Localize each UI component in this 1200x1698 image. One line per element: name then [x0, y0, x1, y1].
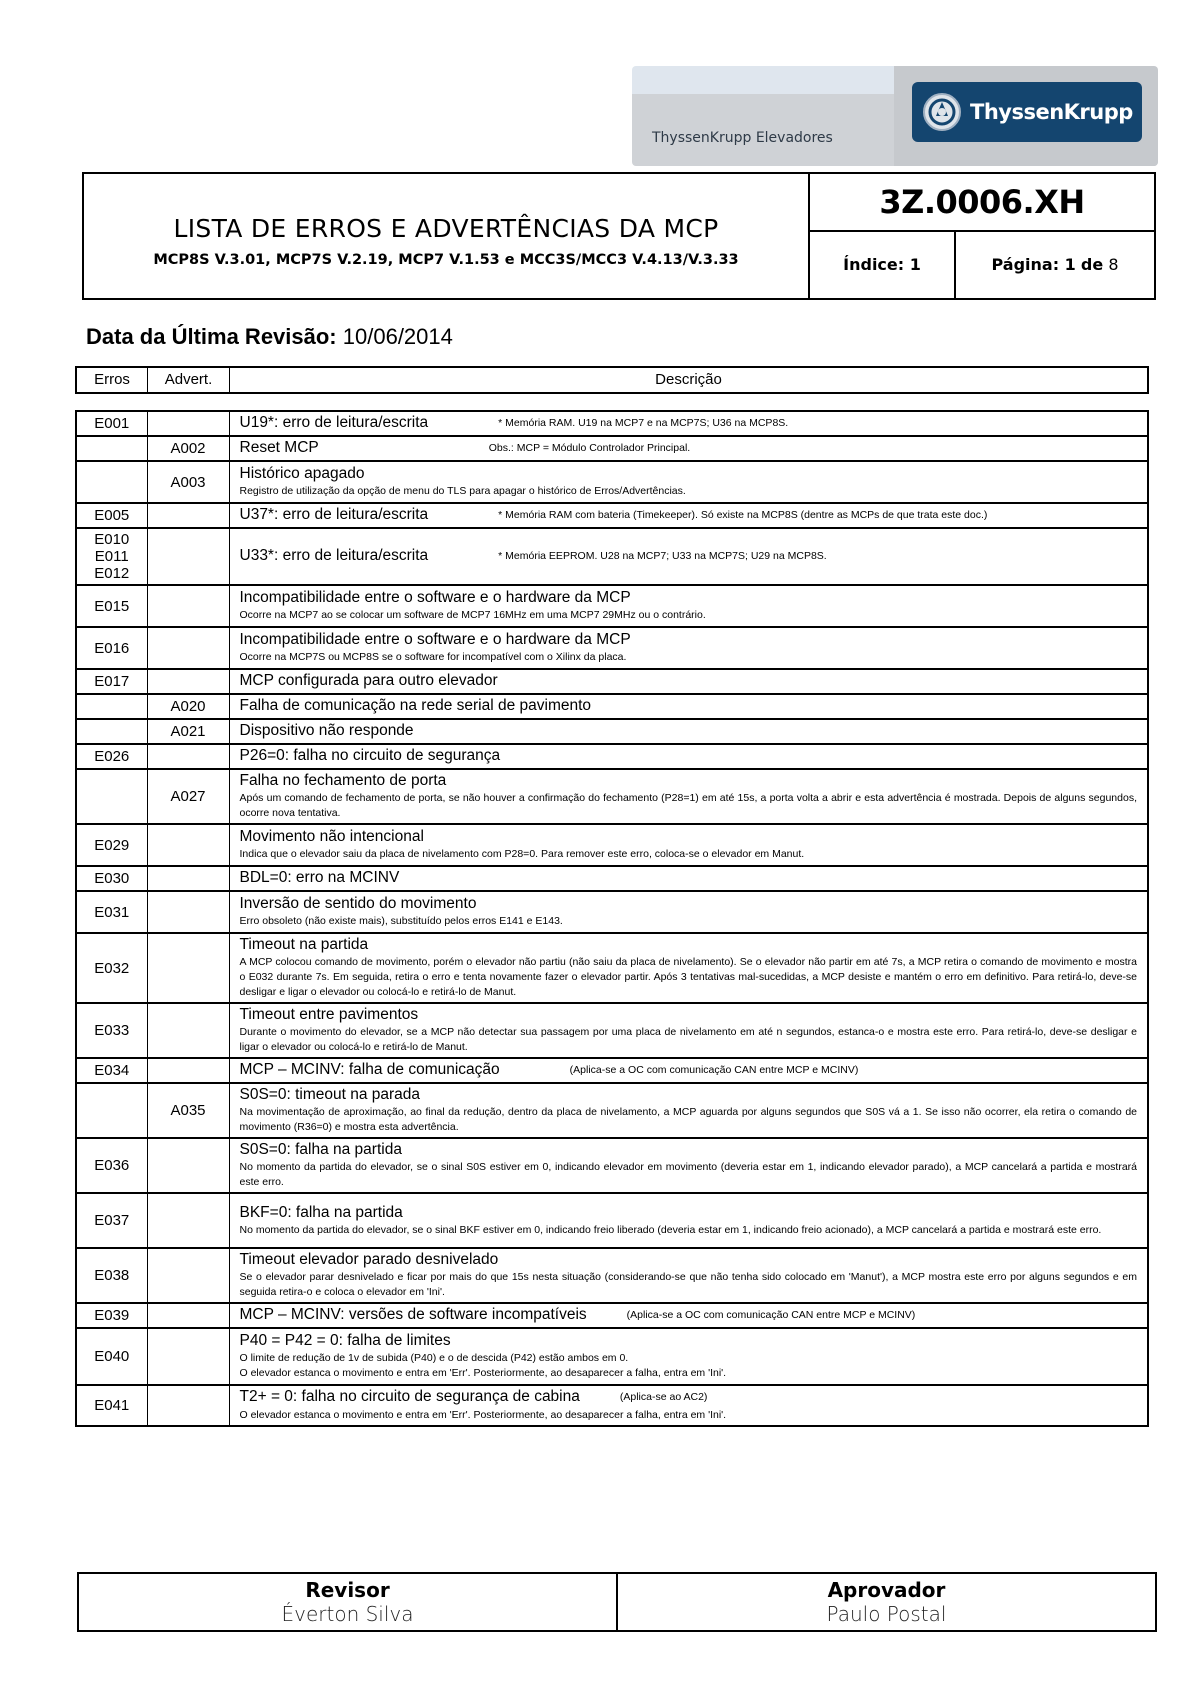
description-cell [229, 461, 1148, 503]
description-cell [229, 719, 1148, 744]
warning-code [147, 744, 229, 769]
description-title [240, 1140, 1138, 1160]
reviewer-cell [79, 1574, 618, 1630]
table-row [76, 1193, 1148, 1248]
description-main-text: MCP – MCINV: falha de comunicação [239, 1061, 500, 1079]
error-code: E033 [76, 1003, 147, 1058]
description-title [240, 1387, 1138, 1407]
inline-note: * Memória RAM com bateria (Timekeeper). Só existe na MCP8S (dentre as MCPs de que trata este doc.) [498, 509, 988, 522]
description-main-text: Falha de comunicação na rede serial de pavimento [239, 697, 592, 715]
document-title: LISTA DE ERROS E ADVERTÊNCIAS DA MCP [173, 214, 719, 243]
warning-code [147, 1138, 229, 1193]
description-cell [229, 1058, 1148, 1083]
description-main-text: T2+ = 0: falha no circuito de segurança de cabina [239, 1388, 580, 1406]
description-note: A MCP colocou comando de movimento, porém o elevador não partiu (não saiu da placa de nivelamento). Se o elevador não partir em até 7s, a MCP retira o comando de movimento e mostra o E032 durante 7s. Em seguida, retira o erro e tenta novamente fazer o elevador partir. Após 3 tentativas mal-sucedidas, a MCP desiste e mantém o erro em definitivo. Para retirá-lo, deve-se desligar e ligar o elevador ou colocá-lo e retirá-lo de Manut. [239, 956, 1137, 999]
inline-note: * Memória EEPROM. U28 na MCP7; U33 na MCP7S; U29 na MCP8S. [498, 550, 827, 563]
table-row [76, 824, 1148, 866]
banner-highlight [632, 66, 900, 94]
company-logo [912, 82, 1142, 142]
table-row [76, 1328, 1148, 1385]
warning-code: A020 [147, 694, 229, 719]
description-cell [229, 1303, 1148, 1328]
description-title [240, 438, 1138, 458]
description-cell [229, 669, 1148, 694]
description-cell [229, 1193, 1148, 1248]
description-cell [229, 1138, 1148, 1193]
description-main-text: S0S=0: timeout na parada [239, 1086, 421, 1104]
description-title [240, 505, 1138, 525]
description-cell [229, 891, 1148, 933]
description-title [240, 413, 1138, 433]
table-row [76, 503, 1148, 528]
table-row [76, 1303, 1148, 1328]
table-row [76, 528, 1148, 585]
error-code: E015 [76, 585, 147, 627]
table-row [76, 719, 1148, 744]
description-note: Indica que o elevador saiu da placa de nivelamento com P28=0. Para remover este erro, coloca-se o elevador em Manut. [239, 848, 805, 861]
header-warnings: Advert. [148, 368, 230, 392]
description-cell [229, 769, 1148, 824]
error-code: E034 [76, 1058, 147, 1083]
page-of: de [1080, 255, 1104, 274]
error-code: E032 [76, 933, 147, 1003]
error-code: E037 [76, 1193, 147, 1248]
title-cell [84, 174, 810, 298]
description-cell [229, 824, 1148, 866]
description-main-text: MCP – MCINV: versões de software incompatíveis [239, 1306, 587, 1324]
table-row [76, 769, 1148, 824]
error-code [76, 1083, 147, 1138]
warning-code [147, 528, 229, 585]
brand-name: ThyssenKrupp [970, 100, 1133, 124]
table-row [76, 933, 1148, 1003]
description-main-text: U33*: erro de leitura/escrita [239, 547, 429, 565]
approver-label: Aprovador [827, 1578, 946, 1602]
approver-cell [618, 1574, 1155, 1630]
warning-code [147, 824, 229, 866]
warning-code [147, 585, 229, 627]
table-row [76, 461, 1148, 503]
error-code: E036 [76, 1138, 147, 1193]
description-title [240, 721, 1138, 741]
table-row [76, 744, 1148, 769]
description-title [240, 1331, 1138, 1351]
description-cell [229, 933, 1148, 1003]
description-title [240, 671, 1138, 691]
description-title [240, 746, 1138, 766]
description-cell [229, 528, 1148, 585]
description-cell [229, 1385, 1148, 1425]
description-main-text: Histórico apagado [239, 465, 365, 483]
description-main-text: Timeout entre pavimentos [239, 1006, 419, 1024]
revision-date-line [86, 324, 453, 350]
description-cell [229, 585, 1148, 627]
warning-code [147, 1058, 229, 1083]
table-row [76, 411, 1148, 436]
table-row [76, 627, 1148, 669]
warning-code [147, 933, 229, 1003]
description-title [240, 1250, 1138, 1270]
description-title [240, 1203, 1138, 1223]
warning-code [147, 866, 229, 891]
description-cell [229, 627, 1148, 669]
error-code: E026 [76, 744, 147, 769]
table-row [76, 436, 1148, 461]
description-cell [229, 694, 1148, 719]
description-main-text: Inversão de sentido do movimento [239, 895, 477, 913]
table-row [76, 585, 1148, 627]
approver-name: Paulo Postal [826, 1602, 947, 1626]
warning-code: A003 [147, 461, 229, 503]
description-note: No momento da partida do elevador, se o sinal BKF estiver em 0, indicando freio liberado (deveria estar em 1, indicando freio acionado), a MCP cancelará a partida e mostrará este erro. [239, 1223, 1102, 1236]
warning-code [147, 627, 229, 669]
error-code [76, 719, 147, 744]
errors-table [75, 410, 1149, 1427]
description-main-text: BKF=0: falha na partida [239, 1203, 403, 1221]
reviewer-label: Revisor [305, 1578, 390, 1602]
description-note: No momento da partida do elevador, se o sinal S0S estiver em 0, indicando elevador em movimento (deveria estar em 1, indicando elevador parado), a MCP cancelará a partida e mostrará este erro. [239, 1161, 1137, 1189]
description-cell [229, 1248, 1148, 1303]
description-main-text: U19*: erro de leitura/escrita [239, 414, 429, 432]
description-main-text: MCP configurada para outro elevador [239, 672, 498, 690]
revision-label: Data da Última Revisão: [86, 324, 337, 349]
header-errors: Erros [77, 368, 148, 392]
description-cell [229, 1328, 1148, 1385]
inline-note: (Aplica-se a OC com comunicação CAN entre MCP e MCINV) [626, 1309, 916, 1322]
description-title [240, 1085, 1138, 1105]
description-note: Ocorre na MCP7 ao se colocar um software de MCP7 16MHz em uma MCP7 29MHz ou o contrário. [239, 609, 706, 622]
warning-code [147, 1248, 229, 1303]
error-code: E029 [76, 824, 147, 866]
description-title [240, 868, 1138, 888]
error-code: E005 [76, 503, 147, 528]
description-note: O elevador estanca o movimento e entra em 'Err'. Posteriormente, ao desaparecer a falha, entra em 'Ini'. [239, 1408, 727, 1421]
warning-code [147, 503, 229, 528]
page-label: Página: 1 [991, 255, 1076, 274]
document-index: Índice: 1 [810, 232, 956, 298]
warning-code [147, 1328, 229, 1385]
page-indicator [956, 232, 1154, 298]
description-note: O limite de redução de 1v de subida (P40) e o de descida (P42) estão ambos em 0. O elevador estanca o movimento e entra em 'Err'. Posteriormente, ao desaparecer a falha, entra em 'Ini'. [239, 1352, 727, 1380]
description-cell [229, 436, 1148, 461]
table-header [75, 366, 1149, 394]
description-cell [229, 744, 1148, 769]
table-row [76, 694, 1148, 719]
table-row [76, 1058, 1148, 1083]
inline-note: * Memória RAM. U19 na MCP7 e na MCP7S; U36 na MCP8S. [498, 417, 789, 429]
description-main-text: Timeout na partida [239, 936, 369, 954]
thyssenkrupp-emblem-icon [922, 92, 962, 132]
error-code: E010 E011 E012 [76, 528, 147, 585]
description-cell [229, 1083, 1148, 1138]
page-total: 8 [1108, 255, 1119, 274]
description-cell [229, 411, 1148, 436]
description-note: Após um comando de fechamento de porta, se não houver a confirmação do fechamento (P28=1) em até 15s, a porta volta a abrir e esta advertência é mostrada. Depois de alguns segundos, ocorre nova tentativa. [239, 792, 1137, 820]
description-note: Registro de utilização da opção de menu do TLS para apagar o histórico de Erros/Advertências. [239, 485, 686, 498]
warning-code [147, 1003, 229, 1058]
description-cell [229, 503, 1148, 528]
description-main-text: P26=0: falha no circuito de segurança [239, 747, 501, 765]
description-note: Ocorre na MCP7S ou MCP8S se o software for incompatível com o Xilinx da placa. [239, 651, 627, 664]
description-title [240, 630, 1138, 650]
description-title [240, 827, 1138, 847]
description-title [240, 696, 1138, 716]
description-note: Erro obsoleto (não existe mais), substituído pelos erros E141 e E143. [239, 915, 563, 928]
description-main-text: Reset MCP [239, 439, 319, 457]
description-title [240, 546, 1138, 566]
error-code [76, 461, 147, 503]
document-subtitle: MCP8S V.3.01, MCP7S V.2.19, MCP7 V.1.53 e MCC3S/MCC3 V.4.13/V.3.33 [153, 252, 739, 268]
description-note: Se o elevador parar desnivelado e ficar por mais do que 15s nesta situação (considerando-se que não tenha sido colocado em 'Manut'), a MCP mostra este erro por alguns segundos e em seguida retira-o e coloca o elevador em 'Ini'. [239, 1271, 1137, 1299]
table-row [76, 891, 1148, 933]
warning-code: A027 [147, 769, 229, 824]
table-row [76, 1083, 1148, 1138]
description-note: Durante o movimento do elevador, se a MCP não detectar sua passagem por uma placa de nivelamento em até n segundos, estanca-o e mostra este erro. Para retirá-lo, deve-se desligar e ligar o elevador ou colocá-lo e retirá-lo de Manut. [239, 1026, 1137, 1054]
table-row [76, 1003, 1148, 1058]
header-description: Descrição [655, 371, 722, 388]
description-main-text: BDL=0: erro na MCINV [239, 869, 400, 887]
reviewer-name: Éverton Silva [281, 1602, 414, 1626]
description-cell [229, 1003, 1148, 1058]
description-main-text: Falha no fechamento de porta [239, 772, 447, 790]
description-title [240, 1005, 1138, 1025]
error-code: E017 [76, 669, 147, 694]
document-title-block [82, 172, 1156, 300]
description-main-text: Incompatibilidade entre o software e o hardware da MCP [239, 631, 631, 649]
description-cell [229, 866, 1148, 891]
brand-banner [632, 66, 1158, 166]
error-code [76, 694, 147, 719]
description-title [240, 894, 1138, 914]
error-code: E030 [76, 866, 147, 891]
warning-code: A035 [147, 1083, 229, 1138]
warning-code [147, 891, 229, 933]
error-code [76, 436, 147, 461]
inline-note: (Aplica-se ao AC2) [619, 1391, 708, 1404]
description-main-text: Movimento não intencional [239, 828, 424, 846]
inline-note: Obs.: MCP = Módulo Controlador Principal. [488, 442, 691, 455]
signature-block [77, 1572, 1157, 1632]
description-title [240, 771, 1138, 791]
error-code: E001 [76, 411, 147, 436]
document-code: 3Z.0006.XH [810, 174, 1154, 232]
warning-code [147, 1303, 229, 1328]
error-code: E041 [76, 1385, 147, 1425]
description-main-text: Incompatibilidade entre o software e o hardware da MCP [239, 589, 631, 607]
description-note: Na movimentação de aproximação, ao final da redução, dentro da placa de nivelamento, a MCP aguarda por alguns segundos que S0S vá a 1. Se isso não ocorrer, ela retira o comando de movimento (R36=0) e mostra esta advertência. [239, 1106, 1137, 1134]
table-row [76, 1385, 1148, 1425]
table-row [76, 866, 1148, 891]
error-code: E040 [76, 1328, 147, 1385]
description-title [240, 464, 1138, 484]
table-row [76, 1138, 1148, 1193]
warning-code [147, 669, 229, 694]
warning-code [147, 1193, 229, 1248]
brand-subtitle: ThyssenKrupp Elevadores [652, 130, 833, 146]
error-code: E016 [76, 627, 147, 669]
description-title [240, 935, 1138, 955]
error-code: E038 [76, 1248, 147, 1303]
description-title [240, 1305, 1138, 1325]
description-main-text: Timeout elevador parado desnivelado [239, 1251, 499, 1269]
error-code: E039 [76, 1303, 147, 1328]
description-main-text: U37*: erro de leitura/escrita [239, 506, 429, 524]
description-title [240, 588, 1138, 608]
inline-note: (Aplica-se a OC com comunicação CAN entre MCP e MCINV) [569, 1064, 859, 1077]
warning-code [147, 411, 229, 436]
description-title [240, 1060, 1138, 1080]
revision-date: 10/06/2014 [342, 324, 453, 349]
table-row [76, 1248, 1148, 1303]
description-main-text: P40 = P42 = 0: falha de limites [239, 1332, 451, 1350]
table-row [76, 669, 1148, 694]
error-code: E031 [76, 891, 147, 933]
error-code [76, 769, 147, 824]
description-main-text: Dispositivo não responde [239, 722, 414, 740]
warning-code [147, 1385, 229, 1425]
warning-code: A021 [147, 719, 229, 744]
warning-code: A002 [147, 436, 229, 461]
description-main-text: S0S=0: falha na partida [239, 1141, 402, 1159]
